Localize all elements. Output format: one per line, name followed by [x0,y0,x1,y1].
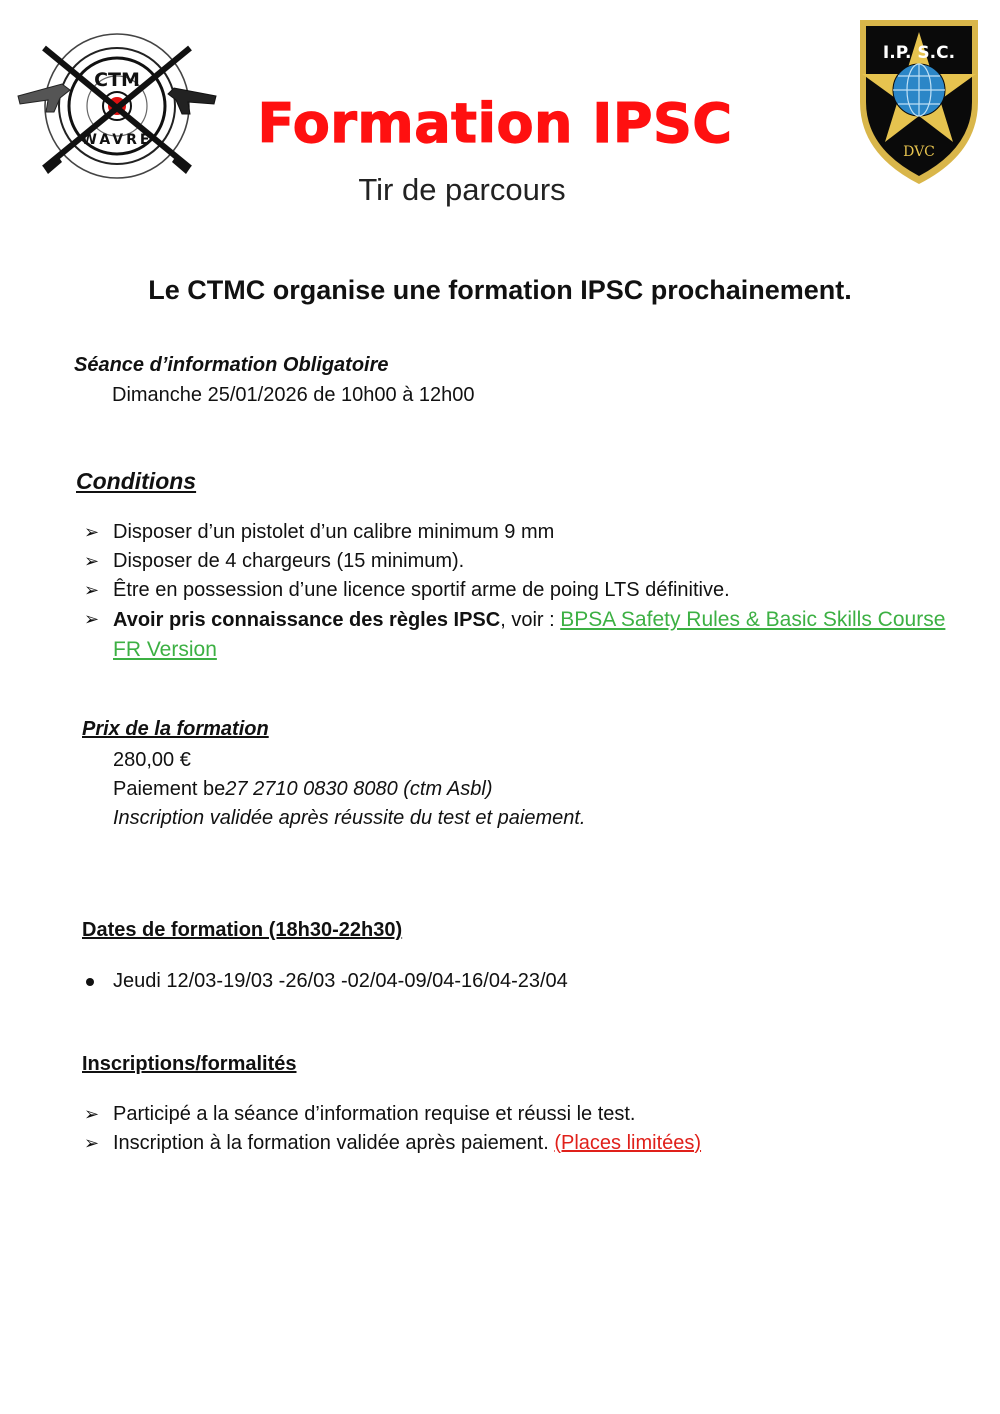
payment-prefix: Paiement be [113,778,226,800]
dates-list [84,967,884,996]
arrow-bullet-icon: ➢ [84,1104,100,1124]
arrow-bullet-icon: ➢ [84,609,100,629]
arrow-bullet-icon: ➢ [84,580,100,600]
info-session-date: Dimanche 25/01/2026 de 10h00 à 12h00 [112,384,475,406]
rules-rest-text: , voir : [500,609,561,631]
dates-heading: Dates de formation (18h30-22h30) [82,919,403,941]
registration-heading: Inscriptions/formalités [82,1053,297,1075]
dates-text: Jeudi 12/03-19/03 -26/03 -02/04-09/04-16/04-23/04 [113,970,568,992]
payment-line [113,775,585,804]
rules-bold-text: Avoir pris connaissance des règles IPSC [113,609,501,631]
list-item [84,605,964,665]
registration-note: Inscription validée après réussite du test et paiement. [113,807,586,829]
conditions-list [84,518,964,665]
arrow-bullet-icon: ➢ [84,551,100,571]
ipsc-logo-top-text: I.P. S.C. [882,43,956,63]
list-item [84,576,964,605]
price-details [113,746,585,833]
list-item [84,1129,964,1158]
registration-list [84,1100,964,1158]
condition-text: Disposer d’un pistolet d’un calibre minimum 9 mm [113,521,555,543]
conditions-heading: Conditions [76,468,197,494]
places-limited-link[interactable]: (Places limitées) [554,1132,702,1154]
info-session-heading: Séance d’information Obligatoire [74,354,389,376]
registration-text: Inscription à la formation validée après paiement. [113,1132,555,1154]
ipsc-shield-logo [852,14,986,188]
condition-text: Disposer de 4 chargeurs (15 minimum). [113,550,465,572]
arrow-bullet-icon: ➢ [84,522,100,542]
announcement-headline: Le CTMC organise une formation IPSC prochainement. [148,275,852,305]
price-heading: Prix de la formation [82,718,269,740]
list-item [84,967,884,996]
page-title: Formation IPSC [257,92,733,155]
payment-account: 27 2710 0830 8080 (ctm Asbl) [225,778,493,800]
condition-text: Être en possession d’une licence sportif arme de poing LTS définitive. [113,579,730,601]
registration-text: Participé a la séance d’information requise et réussi le test. [113,1103,636,1125]
arrow-bullet-icon: ➢ [84,1133,100,1153]
list-item [84,518,964,547]
ipsc-logo-monogram: DVC [903,144,935,160]
ctm-logo-bottom-text: WAVRE [81,132,153,148]
page-subtitle: Tir de parcours [358,172,566,207]
dot-bullet-icon [86,978,94,986]
price-amount: 280,00 € [113,749,191,771]
bpsa-rules-link[interactable]: BPSA Safety Rules & Basic Skills Course FR Version [113,608,946,661]
ctm-logo-top-text: CTM [94,69,140,91]
list-item [84,547,964,576]
list-item [84,1100,964,1129]
